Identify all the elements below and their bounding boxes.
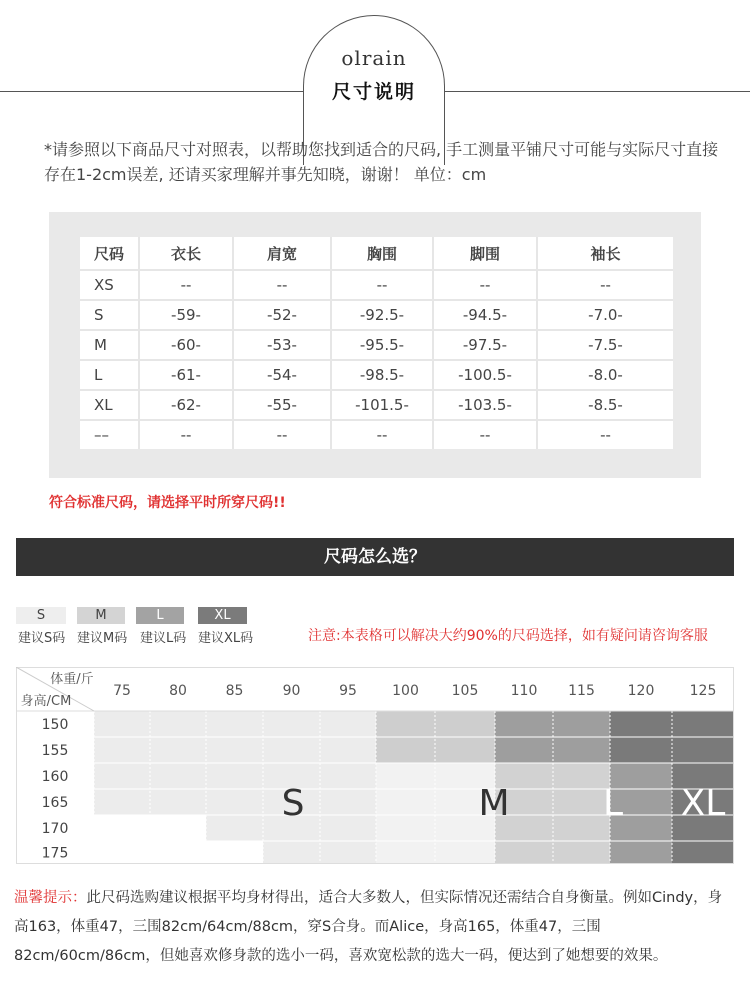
size-table-header: 胸围 [332,237,434,271]
size-table [80,237,673,449]
header-line-left [0,91,305,92]
size-code-cell: –– [80,421,140,449]
size-value-cell: -- [434,271,538,301]
size-value-cell: -60- [140,331,234,361]
size-value-cell: -52- [234,301,332,331]
grid-weight-header: 90 [282,683,301,699]
size-table-row [80,421,673,449]
grid-corner-weight-label: 体重/斤 [50,672,94,687]
legend-label: 建议M码 [77,631,128,646]
section-title: 尺码怎么选？ [324,547,426,567]
size-code-cell: L [80,361,140,391]
size-value-cell: -- [140,271,234,301]
tip-label: 温馨提示： [14,890,87,906]
size-value-cell: -62- [140,391,234,421]
size-code-cell: S [80,301,140,331]
grid-corner-height-label: 身高/CM [20,694,72,709]
grid-weight-header: 95 [339,683,357,699]
size-value-cell: -97.5- [434,331,538,361]
grid-weight-header: 85 [225,683,244,699]
size-table-header: 肩宽 [234,237,332,271]
grid-height-header: 170 [41,821,69,837]
size-table-header-row [80,237,673,271]
legend-swatch-l: L [136,607,184,624]
size-table-row [80,391,673,421]
size-table-header: 袖长 [538,237,673,271]
size-recommendation-grid [16,667,734,864]
grid-weight-header: 125 [689,683,717,699]
grid-weight-header: 100 [392,683,419,699]
size-value-cell: -- [332,271,434,301]
grid-height-header: 175 [41,845,69,862]
size-table-header: 衣长 [140,237,234,271]
size-value-cell: -95.5- [332,331,434,361]
size-value-cell: -7.5- [538,331,673,361]
size-value-cell: -59- [140,301,234,331]
size-value-cell: -103.5- [434,391,538,421]
grid-region-label-m: M [478,783,510,824]
intro-text: *请参照以下商品尺寸对照表，以帮助您找到适合的尺码, 手工测量平铺尺寸可能与实际尺寸直接存在1-2cm误差, 还请买家理解并事先知晓，谢谢！ 单位：cm [44,140,719,184]
size-value-cell: -55- [234,391,332,421]
page-title: 尺寸说明 [331,81,416,103]
grid-region-label-l: L [602,783,624,824]
size-value-cell: -94.5- [434,301,538,331]
size-value-cell: -- [140,421,234,449]
header-line-right [445,91,750,92]
grid-weight-header: 75 [113,683,131,699]
size-value-cell: -53- [234,331,332,361]
size-value-cell: -- [434,421,538,449]
legend-label: 建议S码 [18,631,66,646]
legend-swatch-m: M [77,607,125,624]
grid-weight-header: 80 [169,683,187,699]
size-value-cell: -98.5- [332,361,434,391]
grid-height-header: 165 [41,795,69,811]
grid-region-label-s: S [281,783,305,824]
size-value-cell: -- [538,271,673,301]
size-note: 符合标准尺码，请选择平时所穿尺码!! [49,495,286,511]
size-value-cell: -54- [234,361,332,391]
size-value-cell: -- [234,271,332,301]
size-code-cell: M [80,331,140,361]
grid-region-label-xl: XL [680,783,726,824]
grid-height-header: 150 [41,717,69,733]
brand-logo: olrain [341,46,407,70]
size-table-row [80,301,673,331]
grid-height-header: 160 [41,769,69,785]
legend-swatch-s: S [16,607,66,624]
grid-weight-header: 110 [510,683,538,699]
tip-text [14,884,736,971]
legend-note: 注意:本表格可以解决大约90%的尺码选择，如有疑问请咨询客服 [308,628,708,644]
size-value-cell: -100.5- [434,361,538,391]
size-value-cell: -101.5- [332,391,434,421]
size-value-cell: -8.0- [538,361,673,391]
size-code-cell: XS [80,271,140,301]
size-value-cell: -7.0- [538,301,673,331]
size-value-cell: -- [332,421,434,449]
size-value-cell: -61- [140,361,234,391]
legend-label: 建议XL码 [198,631,254,646]
size-table-row [80,361,673,391]
size-value-cell: -8.5- [538,391,673,421]
grid-weight-header: 105 [451,683,479,699]
size-table-header: 尺码 [80,237,140,271]
tip-body: 此尺码选购建议根据平均身材得出，适合大多数人，但实际情况还需结合自身衡量。例如Cindy，身高163，体重47，三围82cm/64cm/88cm，穿S合身。而Alice，身高165，体重47，三围82cm/60cm/86cm，但她喜欢修身款的选小一码，喜欢宽松款的选大一码，便达到了她想要的效果。 [14,890,723,964]
size-table-row [80,271,673,301]
size-value-cell: -92.5- [332,301,434,331]
grid-height-header: 155 [41,743,69,759]
size-value-cell: -- [234,421,332,449]
size-table-header: 脚围 [434,237,538,271]
size-value-cell: -- [600,426,611,444]
grid-weight-header: 115 [568,683,595,699]
size-code-cell: XL [80,391,140,421]
legend-swatch-xl: XL [198,607,247,624]
size-table-row [80,331,673,361]
grid-weight-header: 120 [627,683,655,699]
legend-label: 建议L码 [140,631,187,646]
